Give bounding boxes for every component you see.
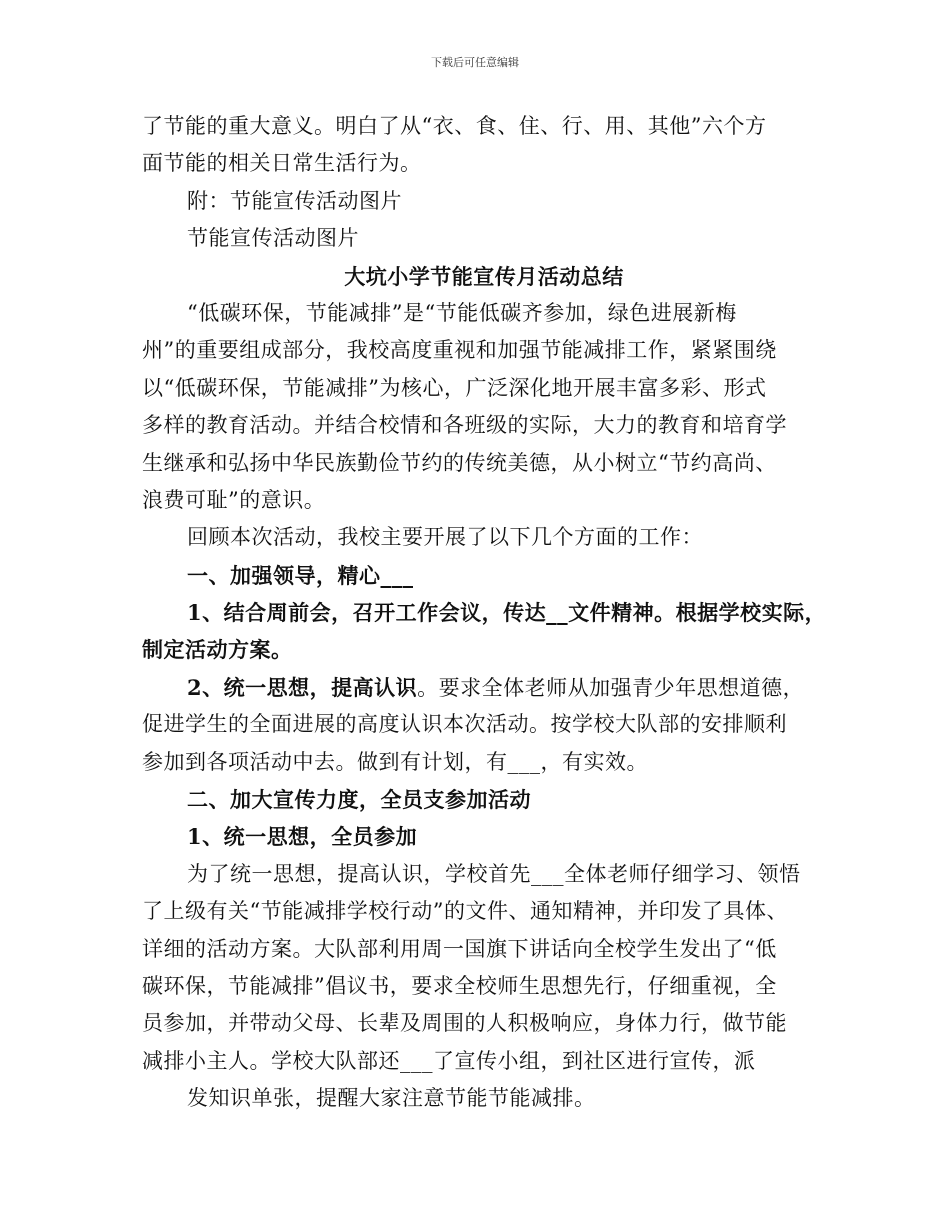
subsection-rest: 。要求全体老师从加强青少年思想道德， <box>417 675 805 700</box>
document-body <box>142 108 826 1118</box>
paragraph-line: “低碳环保，节能减排”是“节能低碳齐参加，绿色进展新梅 <box>187 300 737 325</box>
paragraph-line: 面节能的相关日常生活行为。 <box>142 151 422 176</box>
paragraph-line: 了上级有关“节能减排学校行动”的文件、通知精神，并印发了具体、 <box>142 899 788 924</box>
paragraph-line: 减排小主人。学校大队部还___了宣传小组，到社区进行宣传，派 <box>142 1048 756 1073</box>
section-heading: 一、加强领导，精心___ <box>187 562 414 588</box>
paragraph-line: 碳环保，节能减排”倡议书，要求全校师生思想先行，仔细重视，全 <box>142 973 777 998</box>
paragraph-line: 促进学生的全面进展的高度认识本次活动。按学校大队部的安排顺利 <box>142 712 787 737</box>
subsection-heading: 1、统一思想，全员参加 <box>187 824 418 850</box>
paragraph-line: 详细的活动方案。大队部利用周一国旗下讲话向全校学生发出了“低 <box>142 936 777 961</box>
paragraph-line: 回顾本次活动，我校主要开展了以下几个方面的工作： <box>187 525 703 550</box>
paragraph-line: 发知识单张，提醒大家注意节能节能减排。 <box>187 1086 596 1111</box>
page-header: 下载后可任意编辑 <box>431 56 519 69</box>
paragraph-line: 参加到各项活动中去。做到有计划，有___，有实效。 <box>142 749 648 774</box>
document-title: 大坑小学节能宣传月活动总结 <box>344 263 624 289</box>
paragraph-line: 生继承和弘扬中华民族勤俭节约的传统美德，从小树立“节约高尚、 <box>142 450 777 475</box>
paragraph-line: 为了统一思想，提高认识，学校首先___全体老师仔细学习、领悟 <box>187 861 801 886</box>
section-heading: 二、加大宣传力度，全员支参加活动 <box>187 787 531 813</box>
subsection-lead: 2、统一思想，提高认识 <box>187 674 418 700</box>
subsection-heading: 1、结合周前会，召开工作会议，传达__文件精神。根据学校实际， <box>187 600 827 626</box>
paragraph-line: 了节能的重大意义。明白了从“衣、食、住、行、用、其他”六个方 <box>142 114 767 138</box>
attachment-line: 附：节能宣传活动图片 <box>187 188 402 213</box>
paragraph-line: 浪费可耻”的意识。 <box>142 487 326 512</box>
subsection-heading: 制定活动方案。 <box>142 637 293 663</box>
paragraph-line: 以“低碳环保，节能减排”为核心，广泛深化地开展丰富多彩、形式 <box>142 375 767 400</box>
paragraph-line: 员参加，并带动父母、长辈及周围的人积极响应，身体力行，做节能 <box>142 1011 787 1036</box>
attachment-line: 节能宣传活动图片 <box>187 226 359 251</box>
paragraph-line <box>142 669 826 706</box>
paragraph-line: 多样的教育活动。并结合校情和各班级的实际，大力的教育和培育学 <box>142 413 787 438</box>
paragraph-line: 州”的重要组成部分，我校高度重视和加强节能减排工作，紧紧围绕 <box>142 338 777 363</box>
